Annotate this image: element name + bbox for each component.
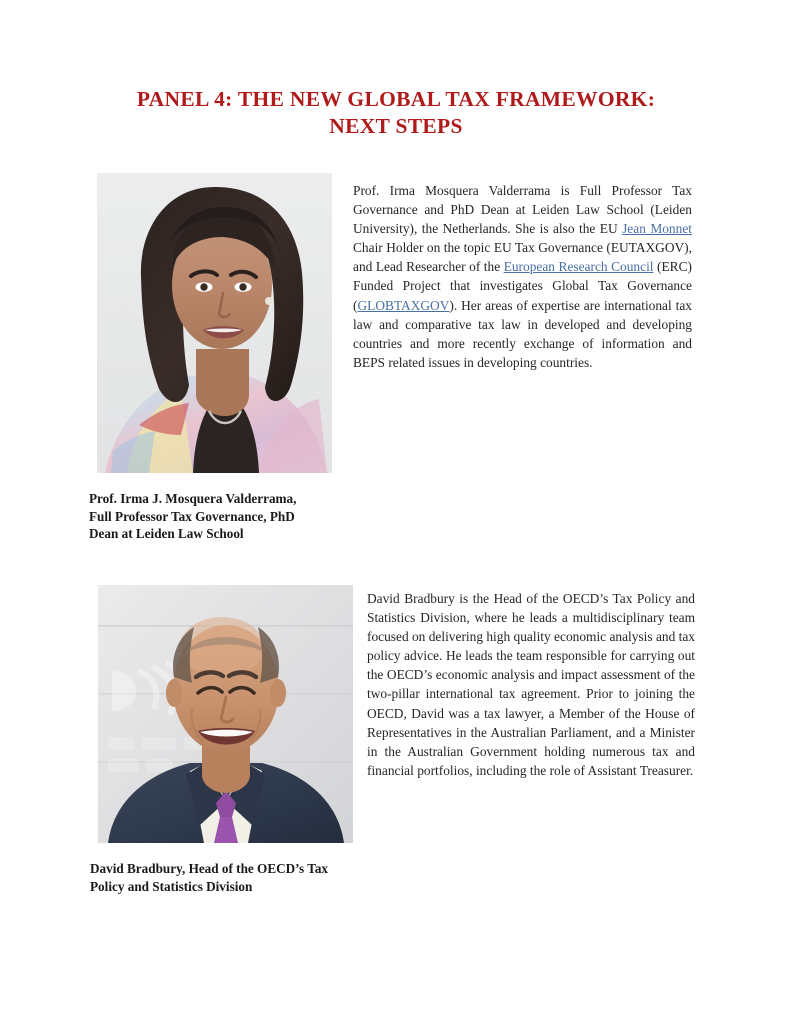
caption-line: Dean at Leiden Law School	[89, 526, 244, 541]
speaker-caption-david-bradbury	[90, 860, 390, 895]
caption-line: Full Professor Tax Governance, PhD	[89, 508, 295, 524]
speaker-photo-david-bradbury	[98, 585, 353, 843]
portrait-illustration-david	[98, 585, 353, 843]
speaker-caption-irma-mosquera	[89, 490, 379, 543]
bio-paragraph: Prof. Irma Mosquera Valderrama is Full Professor Tax Governance and PhD Dean at Leiden Law School (Leiden University), the Netherlands. She is also the EU Jean Monnet Chair Holder on the topic EU Tax Governance (EUTAXGOV), and Lead Researcher of the European Research Council (ERC) Funded Project that investigates Global Tax Governance (GLOBTAXGOV). Her areas of expertise are international tax law and comparative tax law in developed and developing countries and more recently exchange of information and BEPS related issues in developing countries.	[353, 183, 692, 370]
bio-hyperlink[interactable]: Jean Monnet	[622, 221, 692, 237]
portrait-illustration-irma	[97, 173, 332, 473]
caption-line: Policy and Statistics Division	[90, 878, 253, 894]
speaker-bio-david-bradbury	[367, 589, 695, 780]
page-title-line-1: PANEL 4: THE NEW GLOBAL TAX FRAMEWORK:	[136, 87, 656, 111]
bio-hyperlink[interactable]: European Research Council	[503, 259, 654, 275]
page-title-line-2: NEXT STEPS	[329, 114, 463, 138]
caption-line: Prof. Irma J. Mosquera Valderrama,	[89, 491, 297, 506]
page-title	[96, 86, 696, 140]
bio-paragraph: David Bradbury is the Head of the OECD’s Tax Policy and Statistics Division, where he leads a multidisciplinary team focused on delivering high quality economic analysis and tax policy advice. He leads the team responsible for carrying out the OECD’s economic analysis and impact assessment of the two-pillar international tax agreement. Prior to joining the OECD, David was a tax lawyer, a Member of the House of Representatives in the Australian Parliament, and a Minister in the Australian Government holding numerous tax and financial portfolios, including the role of Assistant Treasurer.	[367, 591, 695, 778]
caption-line: David Bradbury, Head of the OECD’s Tax	[90, 861, 329, 876]
speaker-photo-irma-mosquera	[97, 173, 332, 473]
speaker-bio-irma-mosquera	[353, 181, 692, 372]
bio-hyperlink[interactable]: GLOBTAXGOV	[357, 297, 450, 313]
